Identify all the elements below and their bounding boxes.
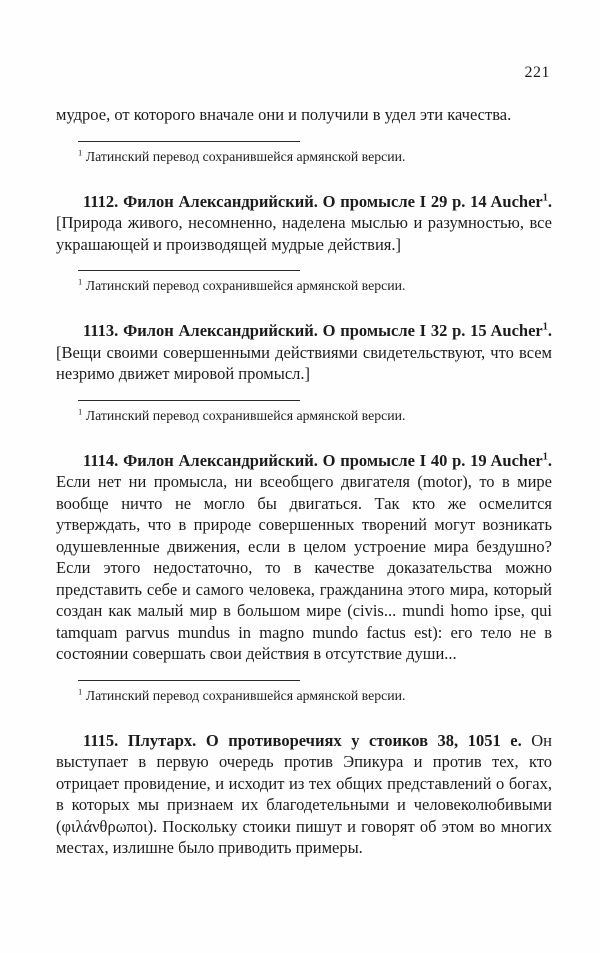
footnote-mark: 1 (78, 685, 83, 696)
paragraph-continuation: мудрое, от которого вначале они и получили в удел эти качества. (56, 105, 512, 124)
fragment-heading-period: . (547, 450, 552, 470)
footnote-separator-rule (78, 141, 300, 142)
footnote-separator-rule (78, 680, 300, 681)
footnote-block (56, 400, 552, 424)
footnote (56, 148, 552, 165)
fragment-1115 (56, 730, 552, 859)
footnote-text: Латинский перевод сохранившейся армянской версии. (85, 407, 406, 423)
fragment-1114 (56, 450, 552, 665)
footnote-mark: 1 (78, 405, 83, 416)
footnote-mark: 1 (78, 276, 83, 287)
footnote-block (56, 680, 552, 704)
fragment-heading-period: . (547, 321, 552, 340)
footnote-block (56, 141, 552, 165)
footnote-text: Латинский перевод сохранившейся армянской версии. (85, 687, 406, 703)
fragment-body: Он выступает в первую очередь против Эпикура и против тех, кто отрицает провидение, и исходит из тех общих представлений о богах, в которых мы признаем их благодетельными и человеколюбивыми (φιλάνθρωποι). Поскольку стоики пишут и говорят об этом во многих местах, излишне было приводить примеры. (56, 730, 553, 857)
fragment-heading (83, 731, 522, 750)
footnote-text: Латинский перевод сохранившейся армянской версии. (85, 148, 406, 164)
footnote (56, 687, 552, 704)
footnote-separator-rule (78, 270, 300, 271)
fragment-heading-text: 1115. Плутарх. О противоречиях у стоиков 38, 1051 e. (83, 730, 522, 750)
fragment-heading-text: 1113. Филон Александрийский. О промысле I 32 p. 15 Aucher (83, 321, 543, 340)
fragment-1113 (56, 320, 552, 385)
fragment-body: [Природа живого, несомненно, наделена мыслью и разумностью, все украшающей и производящей мудрые действия.] (56, 213, 552, 254)
fragment-heading-period: . (547, 191, 552, 211)
fragment-heading-text: 1112. Филон Александрийский. О промысле I 29 p. 14 Aucher (83, 191, 543, 211)
fragment-heading (83, 321, 552, 340)
footnote-separator-rule (78, 400, 300, 401)
fragment-1112 (56, 191, 552, 256)
footnote-ref: 1 (542, 321, 548, 333)
footnote-ref: 1 (542, 451, 548, 462)
fragment-body: Если нет ни промысла, ни всеобщего двигателя (motor), то в мире вообще ничто не могло бы двигаться. Так кто же осмелится утверждать, что в природе совершенных творений могут возникать одушевленные движения, если в целом устроение мира бездушно? Если этого недостаточно, то в качестве доказательства можно представить себе и самого человека, гражданина этого мира, который создан как малый мир в большом мире (civis... mundi homo ipse, qui tamquam parvus mundus in magno mundo factus est): его тело не в состоянии совершать свои действия в отсутствие души... (56, 472, 552, 663)
footnote-block (56, 270, 552, 294)
footnote-ref: 1 (542, 192, 548, 203)
fragment-heading (83, 192, 552, 211)
fragment-heading (83, 451, 552, 470)
fragment-heading-text: 1114. Филон Александрийский. О промысле I 40 p. 19 Aucher (83, 450, 543, 470)
page-number: 221 (524, 64, 550, 81)
fragment-body: [Вещи своими совершенными действиями свидетельствуют, что всем незримо движет мировой промысл.] (56, 342, 552, 383)
footnote-text: Латинский перевод сохранившейся армянской версии. (85, 278, 406, 293)
footnote (56, 407, 552, 424)
footnote-mark: 1 (78, 146, 83, 157)
footnote (56, 277, 552, 294)
